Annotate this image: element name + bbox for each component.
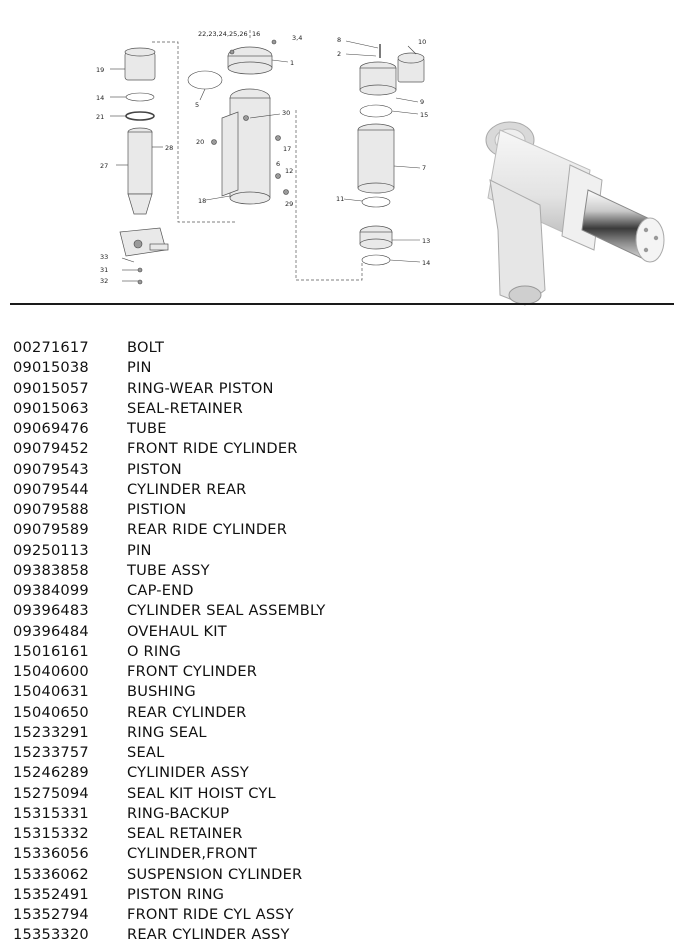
- callout-28: 28: [165, 144, 174, 152]
- section-divider: [10, 303, 674, 305]
- callout-14: 14: [96, 94, 105, 102]
- part-number: 09015057: [13, 379, 89, 397]
- part-description: PIN: [127, 541, 152, 559]
- callout-22-26: 22,23,24,25,26: [198, 30, 248, 38]
- part-number: 09250113: [13, 541, 89, 559]
- part-number: 09079543: [13, 460, 89, 478]
- callout-7: 7: [422, 164, 427, 172]
- top-flange-part: [228, 47, 272, 74]
- o-ring-5: [188, 71, 222, 89]
- part-description: SEAL KIT HOIST CYL: [127, 784, 276, 802]
- callout-5: 5: [195, 101, 200, 109]
- table-row: [13, 642, 673, 662]
- ring-15: [360, 105, 392, 117]
- exploded-parts-diagram: [0, 0, 460, 300]
- cylinder-body-part: [222, 89, 270, 204]
- rod-bolt-hole-1: [644, 228, 648, 232]
- callout-13: 13: [422, 237, 431, 245]
- figure-area: [0, 0, 700, 305]
- table-row: [13, 338, 673, 358]
- part-description: OVEHAUL KIT: [127, 622, 227, 640]
- callout-2: 2: [337, 50, 342, 58]
- part-number: 15040631: [13, 683, 89, 701]
- part-number: 15352491: [13, 885, 89, 903]
- callout-10: 10: [418, 38, 427, 46]
- bolt-22: [230, 50, 234, 54]
- ring-14: [126, 93, 154, 101]
- part-description: FRONT RIDE CYL ASSY: [127, 906, 294, 923]
- table-row: [13, 682, 673, 702]
- callout-30: 30: [282, 109, 291, 117]
- ring-11: [362, 197, 390, 207]
- callout-27: 27: [100, 162, 109, 170]
- part-description: REAR CYLINDER: [127, 703, 247, 721]
- callout-33: 33: [100, 253, 109, 261]
- part-number: 15016161: [13, 642, 89, 660]
- bolt-3: [272, 40, 276, 44]
- part-number: 15352794: [13, 906, 89, 923]
- part-number: 15246289: [13, 764, 89, 782]
- table-row: [13, 743, 673, 763]
- table-row: [13, 581, 673, 601]
- callout-18: 18: [198, 197, 207, 205]
- callout-6: 6: [276, 160, 281, 168]
- fitting-29: [284, 190, 289, 195]
- part-description: TUBE: [127, 420, 167, 437]
- part-number: 15040650: [13, 703, 89, 721]
- part-description: SEAL-RETAINER: [127, 399, 243, 417]
- callout-21: 21: [96, 113, 105, 121]
- part-description: CYLINIDER ASSY: [127, 764, 249, 782]
- part-description: SEAL: [127, 744, 165, 761]
- table-row: [13, 480, 673, 500]
- table-row: [13, 925, 673, 945]
- table-row: [13, 824, 673, 844]
- table-row: [13, 399, 673, 419]
- cylinder-product-photo: [470, 110, 680, 320]
- part-number: 09015063: [13, 399, 89, 417]
- callout-8: 8: [337, 36, 342, 44]
- part-description: FRONT RIDE CYLINDER: [127, 440, 298, 458]
- piston-part: [360, 226, 392, 249]
- parts-list: [13, 338, 673, 946]
- callout-1: 1: [290, 59, 295, 67]
- table-row: [13, 460, 673, 480]
- rod-bolt-hole-2: [654, 236, 658, 240]
- table-row: [13, 500, 673, 520]
- ring-14-right: [362, 255, 390, 265]
- part-description: RING SEAL: [127, 723, 207, 741]
- table-row: [13, 865, 673, 885]
- callout-31: 31: [100, 266, 109, 274]
- part-number: 00271617: [13, 339, 89, 356]
- part-number: 15353320: [13, 926, 89, 944]
- part-description: FRONT CYLINDER: [127, 663, 258, 680]
- part-number: 15233291: [13, 723, 89, 741]
- table-row: [13, 763, 673, 783]
- part-number: 09015038: [13, 359, 89, 377]
- ring-21: [126, 112, 154, 120]
- part-description: PISTION: [127, 501, 187, 518]
- part-description: SUSPENSION CYLINDER: [127, 865, 303, 883]
- part-number: 15315332: [13, 825, 89, 842]
- table-row: [13, 844, 673, 864]
- part-description: CYLINDER,FRONT: [127, 845, 258, 863]
- clevis-part: [120, 228, 168, 256]
- part-description: PIN: [127, 359, 152, 377]
- table-row: [13, 541, 673, 561]
- part-number: 09079589: [13, 521, 89, 539]
- part-number: 09069476: [13, 420, 89, 437]
- part-description: PISTON RING: [127, 885, 225, 903]
- part-number: 15233757: [13, 744, 89, 761]
- part-number: 15336056: [13, 845, 89, 863]
- part-description: BUSHING: [127, 683, 196, 701]
- fitting-20: [212, 140, 217, 145]
- callout-11: 11: [336, 195, 345, 203]
- part-description: CAP-END: [127, 582, 194, 599]
- table-row: [13, 622, 673, 642]
- end-cap-part: [360, 62, 396, 95]
- rod-end-face: [636, 218, 664, 262]
- tube-part: [358, 124, 394, 193]
- part-number: 09079452: [13, 440, 89, 458]
- part-description: CYLINDER REAR: [127, 480, 247, 498]
- rod-bolt-hole-3: [644, 248, 648, 252]
- table-row: [13, 784, 673, 804]
- part-description: REAR RIDE CYLINDER: [127, 521, 288, 539]
- table-row: [13, 905, 673, 925]
- part-description: REAR CYLINDER ASSY: [127, 926, 290, 944]
- callout-12: 12: [285, 167, 294, 175]
- table-row: [13, 520, 673, 540]
- table-row: [13, 439, 673, 459]
- part-number: 09384099: [13, 582, 89, 599]
- piston-rod-part: [128, 128, 152, 214]
- part-number: 15315331: [13, 804, 89, 822]
- callout-3-4: 3,4: [292, 34, 303, 42]
- nut-part: [138, 280, 142, 284]
- table-row: [13, 561, 673, 581]
- table-row: [13, 703, 673, 723]
- table-row: [13, 601, 673, 621]
- table-row: [13, 804, 673, 824]
- bushing-part: [398, 53, 424, 82]
- part-number: 15275094: [13, 784, 89, 802]
- fitting-30: [244, 116, 249, 121]
- part-number: 09396483: [13, 602, 89, 620]
- part-number: 15040600: [13, 663, 89, 680]
- callout-9: 9: [420, 98, 425, 106]
- part-number: 09383858: [13, 561, 89, 579]
- part-description: O RING: [127, 642, 181, 660]
- part-description: BOLT: [127, 339, 165, 356]
- part-number: 09396484: [13, 622, 89, 640]
- part-number: 15336062: [13, 865, 89, 883]
- callout-15: 15: [420, 111, 429, 119]
- callout-16: 16: [252, 30, 261, 38]
- fitting-6: [276, 174, 281, 179]
- part-description: TUBE ASSY: [127, 561, 210, 579]
- table-row: [13, 379, 673, 399]
- part-number: 09079588: [13, 501, 89, 518]
- callout-19: 19: [96, 66, 105, 74]
- callout-29: 29: [285, 200, 294, 208]
- table-row: [13, 723, 673, 743]
- part-description: CYLINDER SEAL ASSEMBLY: [127, 602, 326, 620]
- cap-part: [125, 48, 155, 80]
- callout-17: 17: [283, 145, 292, 153]
- fitting-17: [276, 136, 281, 141]
- part-description: RING-BACKUP: [127, 804, 230, 822]
- part-number: 09079544: [13, 480, 89, 498]
- washer-part: [138, 268, 142, 272]
- callout-14-right: 14: [422, 259, 431, 267]
- callout-32: 32: [100, 277, 109, 285]
- table-row: [13, 885, 673, 905]
- part-description: SEAL RETAINER: [127, 825, 243, 842]
- base-mount-hole: [509, 286, 541, 304]
- table-row: [13, 419, 673, 439]
- table-row: [13, 662, 673, 682]
- part-description: RING-WEAR PISTON: [127, 379, 274, 397]
- callout-20: 20: [196, 138, 205, 146]
- part-description: PISTON: [127, 460, 182, 478]
- table-row: [13, 358, 673, 378]
